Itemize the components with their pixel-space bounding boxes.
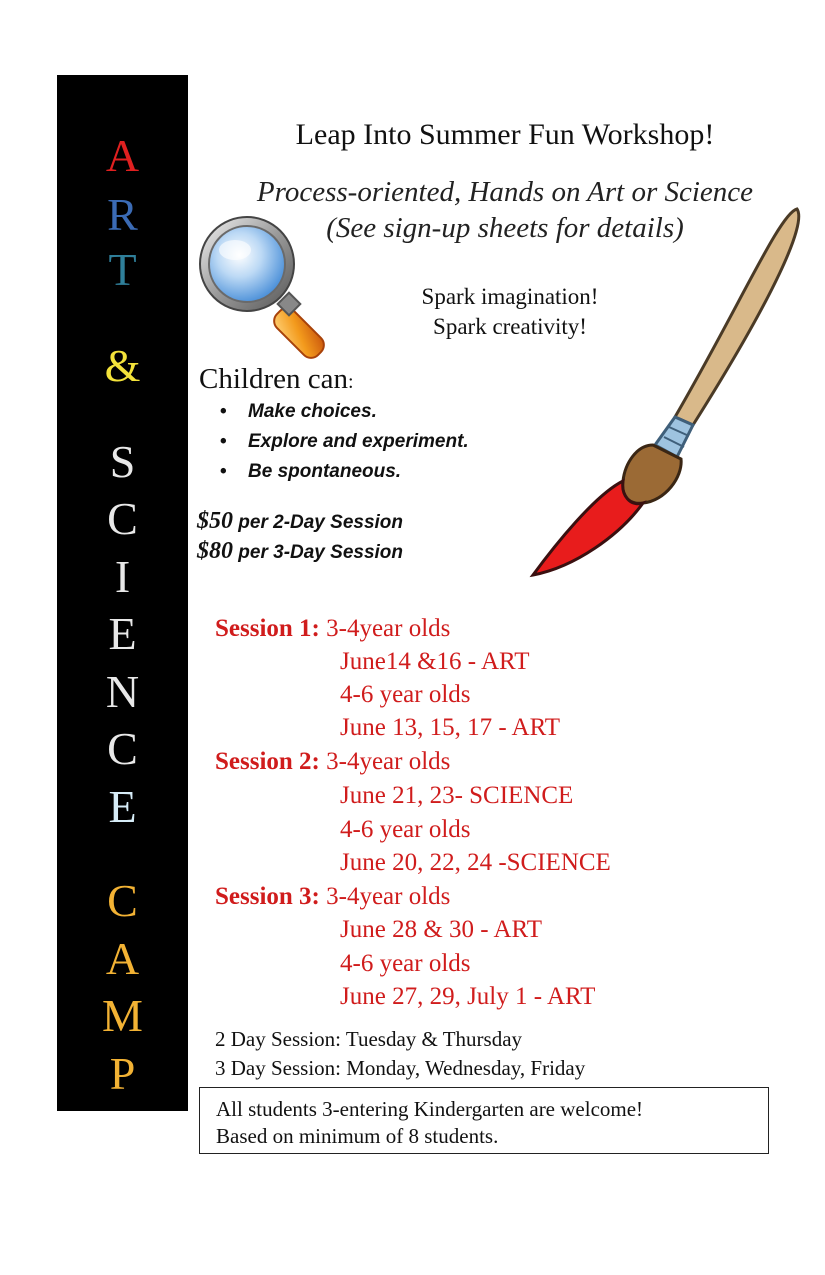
title-letter: S: [109, 436, 136, 487]
list-item: • Make choices.: [220, 401, 377, 422]
flyer-subtitle: Process-oriented, Hands on Art or Science: [256, 176, 754, 208]
notice-box: [199, 1087, 769, 1154]
title-letter: A: [105, 130, 140, 181]
session-detail: 4-6 year olds: [340, 950, 471, 977]
session-label: Session 3:: [215, 883, 320, 910]
title-letter: P: [109, 1048, 136, 1099]
price-line: [197, 506, 403, 538]
children-heading-colon: :: [347, 371, 354, 393]
session-label: Session 2:: [215, 748, 320, 775]
title-letter: E: [108, 781, 137, 832]
price-amount: $80: [197, 538, 233, 564]
title-letter: T: [108, 244, 137, 295]
price-description: per 2-Day Session: [233, 512, 404, 533]
title-letter: I: [114, 551, 131, 602]
session-detail: June14 &16 - ART: [340, 648, 530, 675]
session-detail: 4-6 year olds: [340, 816, 471, 843]
spark-line: Spark creativity!: [433, 314, 587, 339]
title-letter: &: [104, 340, 141, 391]
title-letter: N: [105, 666, 140, 717]
price-amount: $50: [197, 508, 233, 534]
children-heading-text: Children can: [199, 363, 348, 395]
schedule-two-day: 2 Day Session: Tuesday & Thursday: [215, 1027, 523, 1051]
list-item-text: Make choices.: [248, 401, 377, 422]
title-letter: E: [108, 608, 137, 659]
list-item-text: Be spontaneous.: [248, 461, 402, 482]
session-3-header: [215, 882, 450, 912]
children-heading: [199, 361, 354, 400]
spark-line: Spark imagination!: [421, 284, 599, 309]
title-letter: C: [107, 493, 138, 544]
session-detail: 4-6 year olds: [340, 681, 471, 708]
children-list: [220, 397, 469, 487]
session-detail: June 13, 15, 17 - ART: [340, 714, 561, 741]
session-detail: June 20, 22, 24 -SCIENCE: [340, 849, 611, 876]
session-age: 3-4year olds: [319, 883, 451, 910]
price-description: per 3-Day Session: [233, 542, 404, 563]
session-1-header: [215, 614, 450, 644]
session-label: Session 1:: [215, 615, 320, 642]
session-detail: June 21, 23- SCIENCE: [340, 782, 574, 809]
flyer-subtitle-note: (See sign-up sheets for details): [326, 212, 684, 244]
schedule-three-day: 3 Day Session: Monday, Wednesday, Friday: [215, 1056, 586, 1080]
session-detail: June 27, 29, July 1 - ART: [340, 983, 596, 1010]
paintbrush-icon: [525, 195, 815, 585]
price-line: [197, 536, 403, 568]
title-letter: A: [105, 933, 140, 984]
notice-line: All students 3-entering Kindergarten are welcome!: [216, 1097, 644, 1121]
notice-line: Based on minimum of 8 students.: [216, 1124, 499, 1148]
title-letter: M: [102, 990, 143, 1041]
magnifying-glass-icon: [195, 212, 345, 362]
title-letter: C: [107, 875, 138, 926]
list-item: • Be spontaneous.: [220, 461, 402, 482]
session-2-header: [215, 747, 450, 777]
title-letter: R: [107, 189, 138, 240]
session-age: 3-4year olds: [319, 748, 451, 775]
flyer-title: Leap Into Summer Fun Workshop!: [295, 118, 715, 151]
session-age: 3-4year olds: [319, 615, 451, 642]
list-item-text: Explore and experiment.: [248, 431, 469, 452]
title-letter: C: [107, 723, 138, 774]
vertical-title-bar: [57, 75, 188, 1111]
session-detail: June 28 & 30 - ART: [340, 916, 542, 943]
list-item: • Explore and experiment.: [220, 431, 469, 452]
